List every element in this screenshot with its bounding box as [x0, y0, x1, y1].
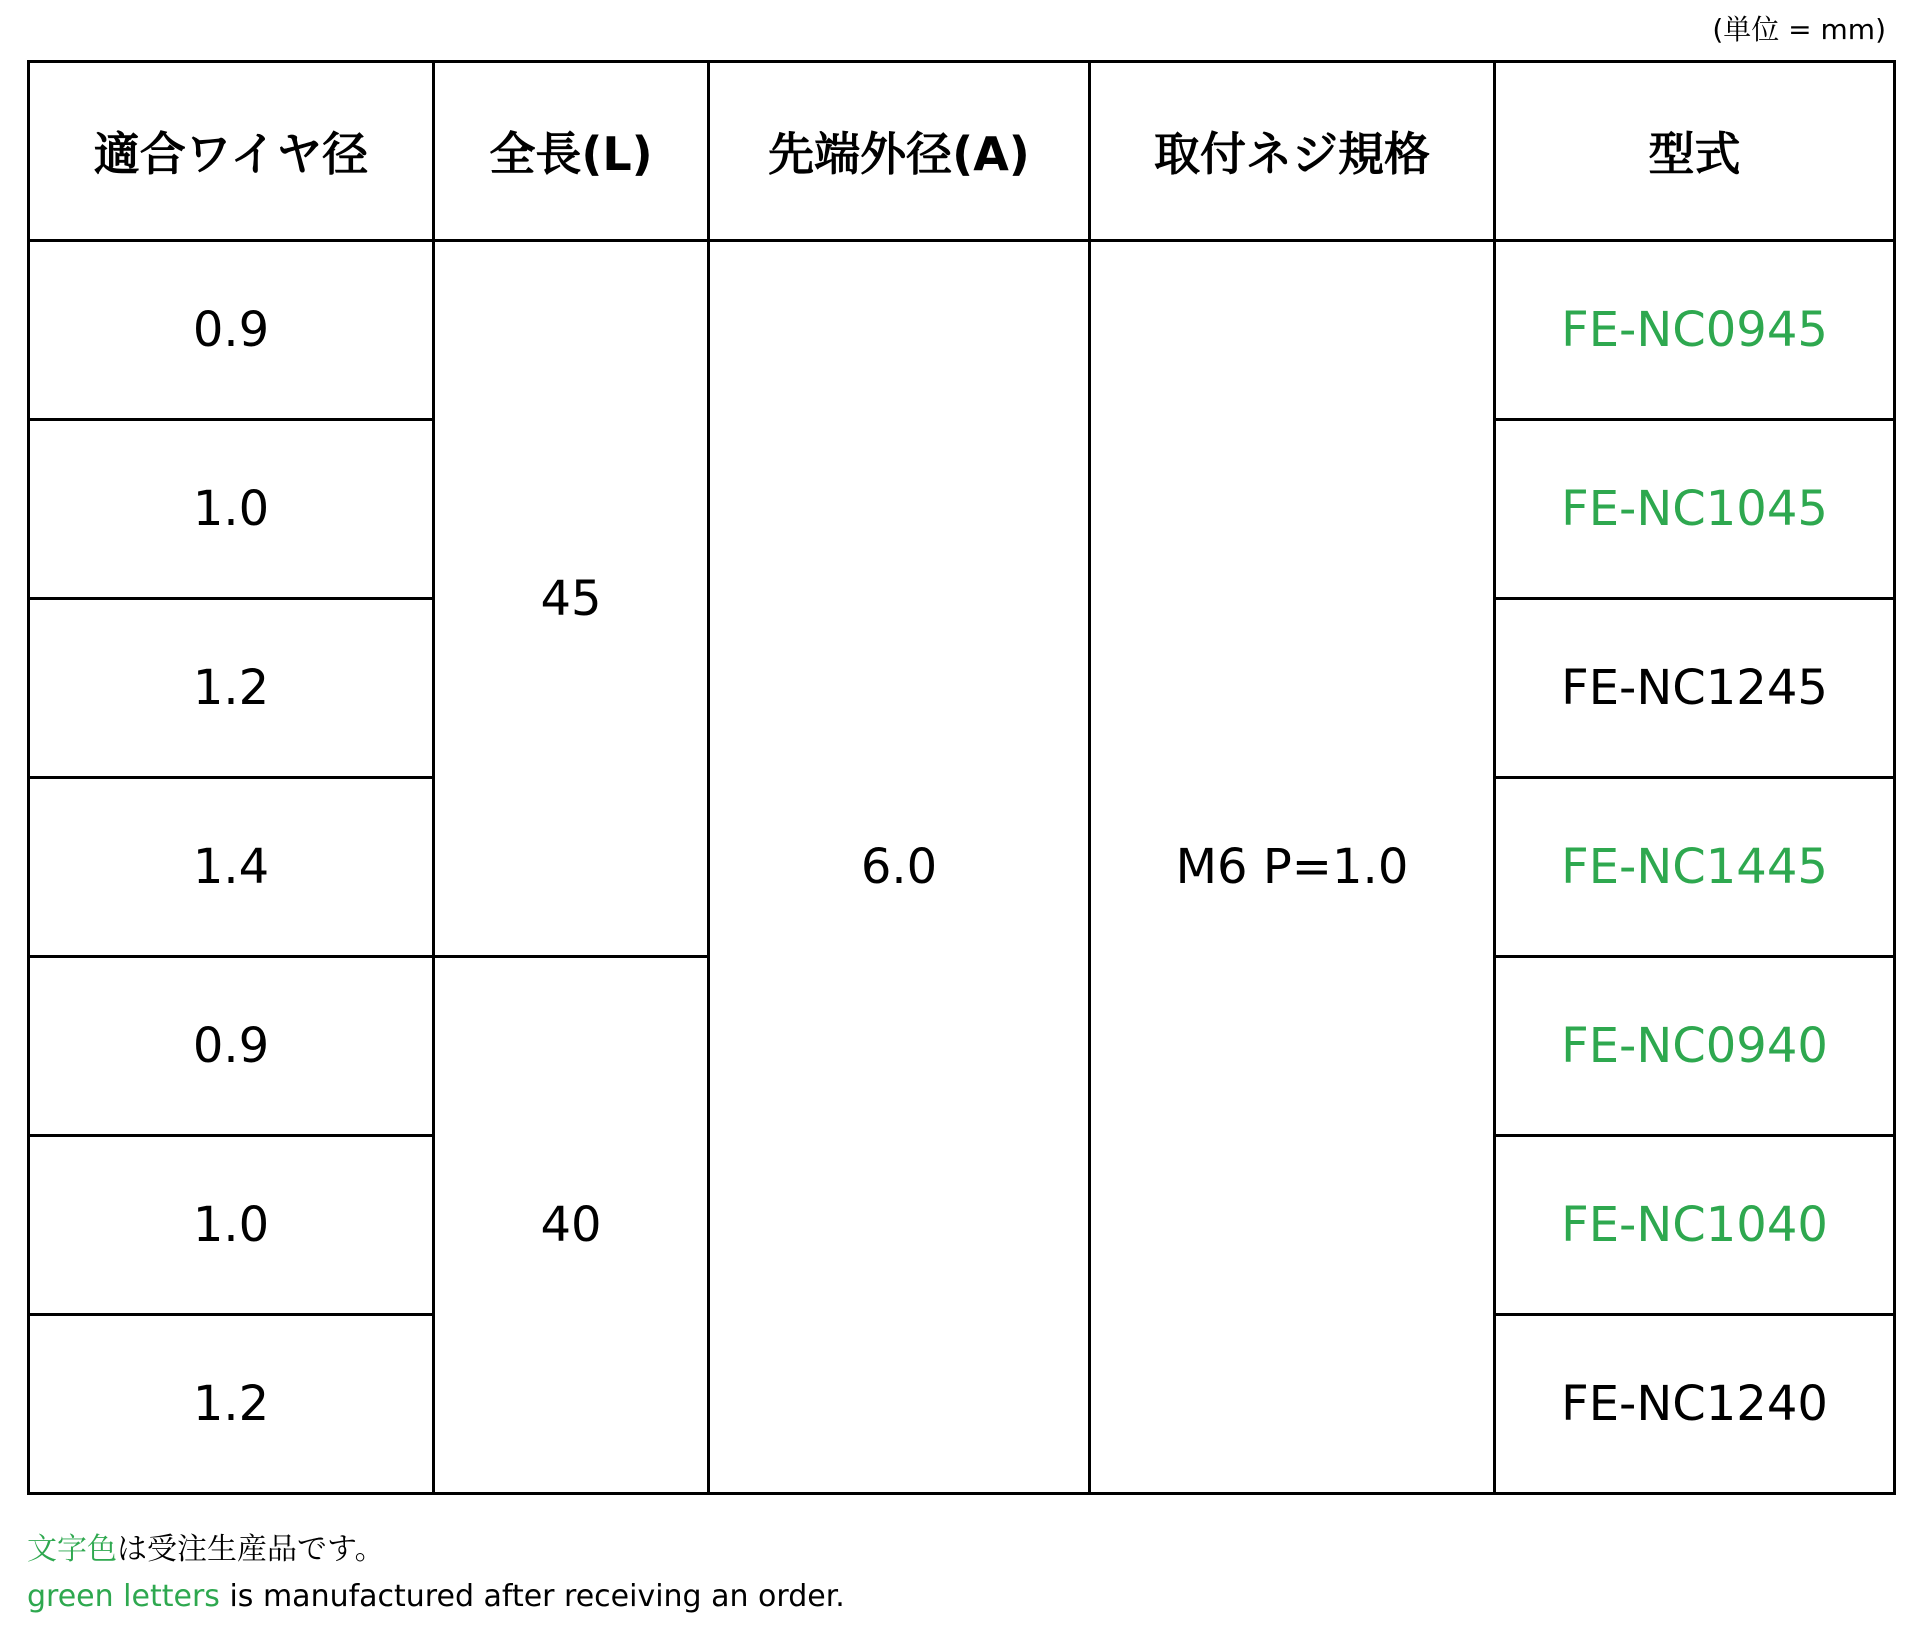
length-cell-45: 45 — [434, 241, 709, 957]
spec-table — [27, 60, 1896, 1495]
wire-diameter-cell: 0.9 — [29, 241, 434, 420]
footnote-en-colored: green letters — [27, 1579, 220, 1614]
wire-diameter-cell: 1.2 — [29, 599, 434, 778]
unit-note: (単位 = mm) — [1712, 13, 1886, 46]
model-cell: FE-NC1040 — [1495, 1136, 1895, 1315]
header-wire-diameter: 適合ワイヤ径 — [29, 62, 434, 241]
wire-diameter-cell: 1.0 — [29, 1136, 434, 1315]
header-model: 型式 — [1495, 62, 1895, 241]
wire-diameter-cell: 1.0 — [29, 420, 434, 599]
wire-diameter-cell: 1.4 — [29, 778, 434, 957]
footnote-en-rest: is manufactured after receiving an order. — [219, 1579, 845, 1614]
header-row — [29, 62, 1895, 241]
header-total-length: 全長(L) — [434, 62, 709, 241]
length-cell-40: 40 — [434, 957, 709, 1494]
model-cell: FE-NC1245 — [1495, 599, 1895, 778]
model-cell: FE-NC1045 — [1495, 420, 1895, 599]
model-cell: FE-NC1445 — [1495, 778, 1895, 957]
model-cell: FE-NC0940 — [1495, 957, 1895, 1136]
table-row — [29, 241, 1895, 420]
footnote-jp-rest: は受注生産品です。 — [117, 1532, 385, 1567]
model-cell: FE-NC0945 — [1495, 241, 1895, 420]
header-tip-outer-diameter: 先端外径(A) — [709, 62, 1090, 241]
footnote-english — [27, 1577, 845, 1617]
header-thread-spec: 取付ネジ規格 — [1090, 62, 1495, 241]
model-cell: FE-NC1240 — [1495, 1315, 1895, 1494]
wire-diameter-cell: 1.2 — [29, 1315, 434, 1494]
wire-diameter-cell: 0.9 — [29, 957, 434, 1136]
thread-spec-cell: M6 P=1.0 — [1090, 241, 1495, 1494]
tip-outer-diameter-cell: 6.0 — [709, 241, 1090, 1494]
footnote-japanese — [27, 1530, 385, 1570]
footnote-jp-colored: 文字色 — [27, 1532, 117, 1567]
